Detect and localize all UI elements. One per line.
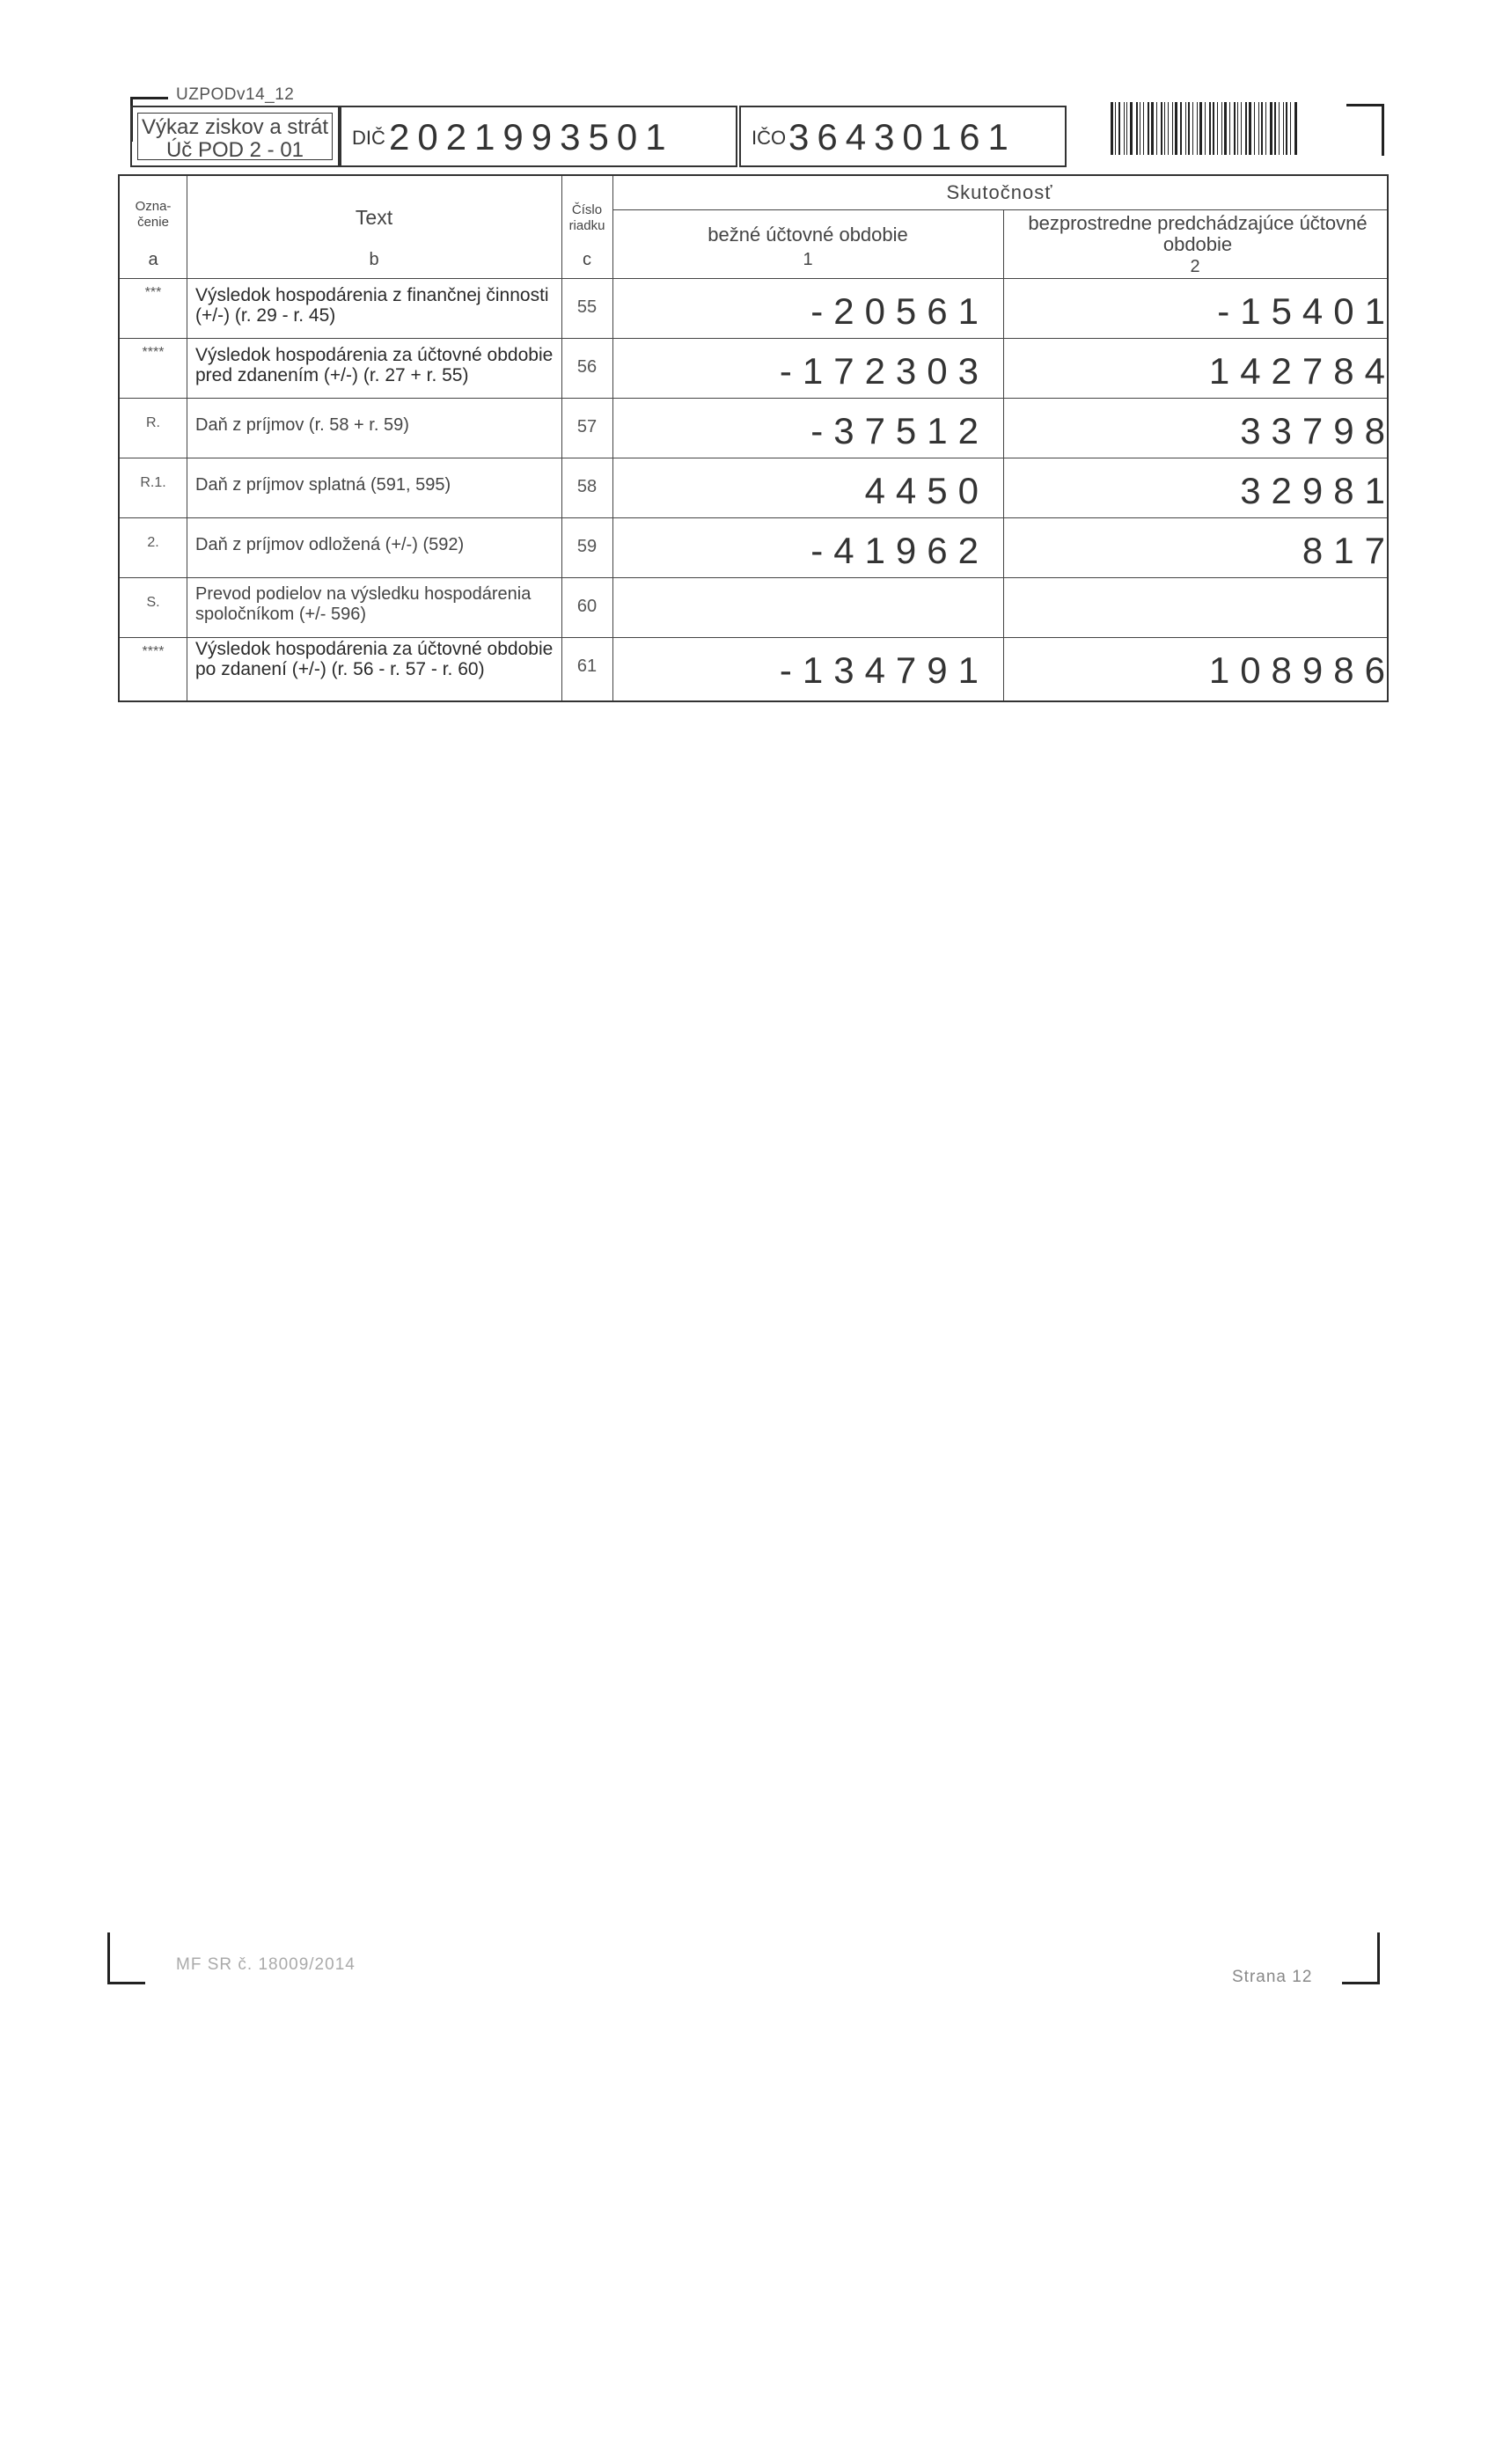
- row-line-number: 61: [576, 656, 598, 676]
- row-mark: ***: [144, 285, 162, 300]
- table-divider: [120, 338, 1387, 339]
- ico-value: 36430161: [788, 116, 1016, 158]
- corner-mark-top-right: [1346, 104, 1384, 156]
- table-divider: [120, 517, 1387, 518]
- row-mark: ****: [142, 644, 165, 659]
- value-previous-period: -15401: [1217, 290, 1396, 332]
- header-cislo-riadku: Číslo riadku: [568, 202, 605, 233]
- header-letter-a: a: [148, 250, 158, 269]
- dic-field: [340, 106, 737, 167]
- table-divider: [120, 398, 1387, 399]
- row-text: Výsledok hospodárenia za účtovné obdobie pred zdanením (+/-) (r. 27 + r. 55): [195, 345, 554, 385]
- row-mark: ****: [142, 345, 165, 360]
- form-title-inner: [137, 113, 333, 160]
- value-previous-period: 32981: [1240, 470, 1396, 511]
- header-letter-c: c: [583, 250, 591, 269]
- corner-mark-bottom-right: [1342, 1932, 1380, 1984]
- ico-field: [739, 106, 1067, 167]
- table-divider: [120, 637, 1387, 638]
- value-current-period: -172303: [779, 350, 989, 392]
- header-letter-b: b: [369, 250, 379, 269]
- dic-value: 2021993501: [389, 116, 674, 158]
- header-bezne-obdobie: bežné účtovné obdobie: [708, 224, 908, 246]
- row-mark: S.: [146, 595, 160, 610]
- barcode-icon: [1111, 102, 1313, 155]
- table-divider: [612, 209, 1387, 210]
- header-col-1: 1: [803, 250, 813, 269]
- row-text: Daň z príjmov odložená (+/-) (592): [195, 535, 465, 554]
- value-previous-period: 142784: [1208, 350, 1396, 392]
- value-current-period: 4450: [864, 470, 989, 511]
- corner-mark-bottom-left: [107, 1932, 145, 1984]
- form-code: UZPODv14_12: [176, 85, 295, 104]
- value-previous-period: 33798: [1240, 410, 1396, 451]
- footer-ministry-code: MF SR č. 18009/2014: [176, 1955, 356, 1974]
- header-text: Text: [355, 206, 393, 229]
- header-predchadzajuce-obdobie: bezprostredne predchádzajúce účtovné obdobie: [1028, 212, 1368, 255]
- header-col-2: 2: [1190, 257, 1200, 276]
- row-line-number: 59: [576, 537, 598, 556]
- row-line-number: 58: [576, 477, 598, 496]
- row-line-number: 60: [576, 597, 598, 616]
- form-title: Výkaz ziskov a strát: [141, 115, 329, 139]
- row-text: Prevod podielov na výsledku hospodárenia spoločníkom (+/- 596): [195, 584, 532, 624]
- form-subtitle: Úč POD 2 - 01: [165, 138, 304, 162]
- row-mark: R.1.: [140, 475, 166, 490]
- form-title-box: [130, 106, 340, 167]
- row-line-number: 55: [576, 297, 598, 317]
- table-divider: [1003, 209, 1004, 700]
- row-line-number: 56: [576, 357, 598, 377]
- table-divider: [120, 577, 1387, 578]
- row-text: Výsledok hospodárenia z finančnej činnosti (+/-) (r. 29 - r. 45): [195, 285, 549, 326]
- page-number: Strana 12: [1232, 1968, 1313, 1986]
- dic-label: DIČ: [352, 127, 385, 149]
- row-mark: R.: [146, 415, 160, 430]
- row-mark: 2.: [147, 535, 159, 550]
- value-current-period: -41962: [810, 530, 989, 571]
- value-current-period: -134791: [779, 649, 989, 691]
- value-current-period: -20561: [810, 290, 989, 332]
- header-oznacenie: Ozna- čenie: [135, 199, 172, 230]
- row-line-number: 57: [576, 417, 598, 436]
- header-skutocnost: Skutočnosť: [946, 181, 1053, 203]
- value-current-period: -37512: [810, 410, 989, 451]
- profit-loss-table: [118, 174, 1396, 702]
- ico-label: IČO: [752, 127, 787, 149]
- row-text: Daň z príjmov (r. 58 + r. 59): [195, 415, 409, 435]
- table-divider: [120, 278, 1387, 279]
- row-text: Daň z príjmov splatná (591, 595): [195, 475, 451, 495]
- row-text: Výsledok hospodárenia za účtovné obdobie po zdanení (+/-) (r. 56 - r. 57 - r. 60): [195, 639, 554, 679]
- value-previous-period: 108986: [1208, 649, 1396, 691]
- value-previous-period: 817: [1302, 530, 1396, 571]
